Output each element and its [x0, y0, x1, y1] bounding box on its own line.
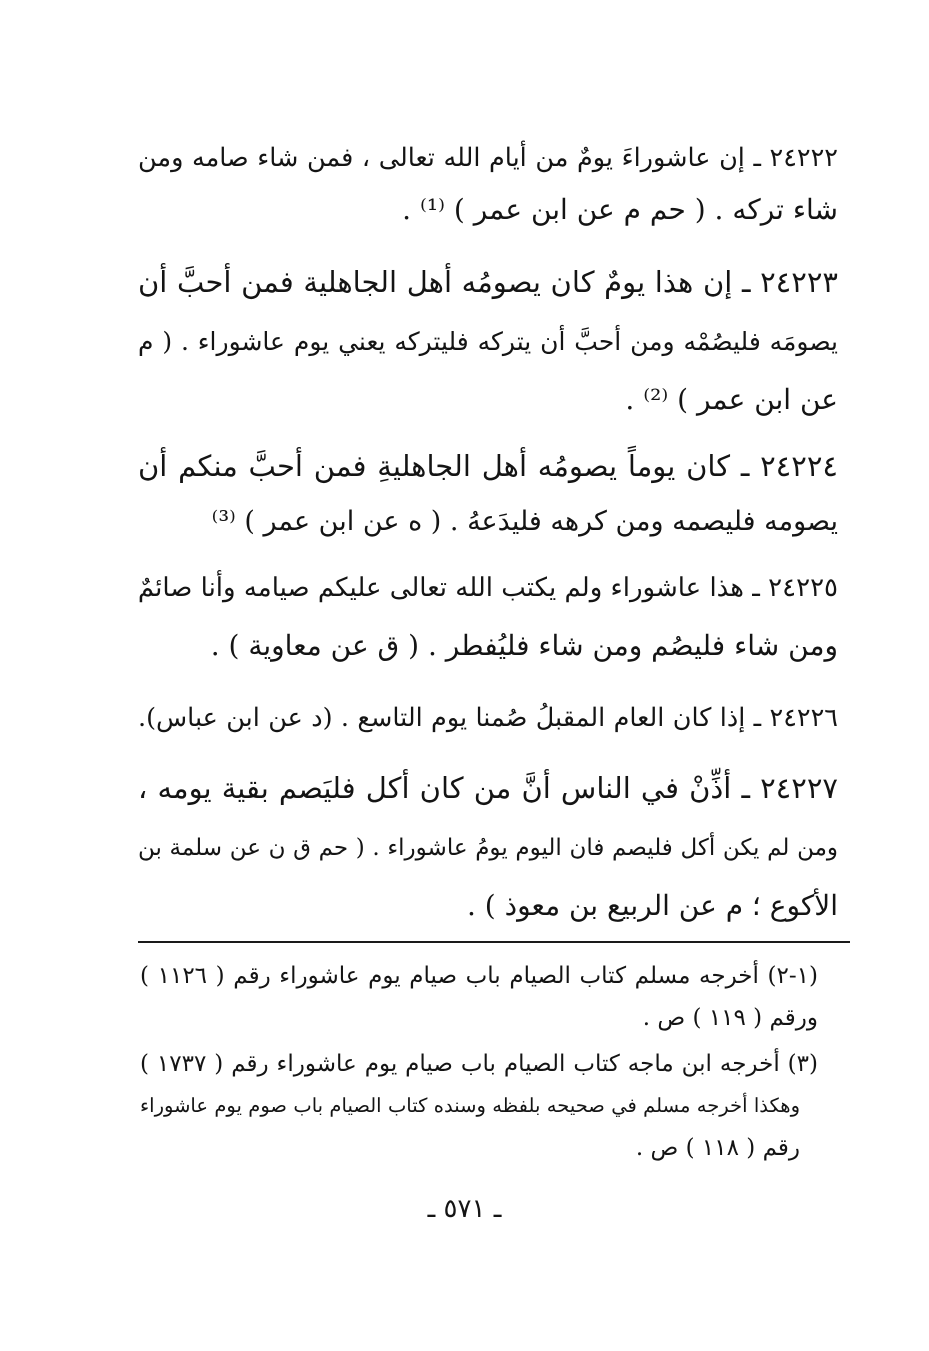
hadith-24222-line-1: ٢٤٢٢٢ ـ إن عاشوراءَ يومٌ من أيام الله تعالى ، فمن شاء صامه ومن [138, 143, 838, 173]
hadith-24224-line-1: ٢٤٢٢٤ ـ كان يوماً يصومُه أهل الجاهليةِ فمن أحبَّ منكم أن [138, 449, 838, 483]
footnote-3-line-3: رقم ( ١١٨ ) ص . [635, 1135, 800, 1161]
hadith-24227-line-1: ٢٤٢٢٧ ـ أذِّنْ في الناس أنَّ من كان أكل فليَصم بقية يومه ، [138, 771, 838, 805]
hadith-24225-line-2: ومن شاء فليصُم ومن شاء فليُفطر . ( ق عن معاوية ) . [210, 629, 838, 662]
hadith-24224-line-2: يصومه فليصمه ومن كرهه فليدَعهُ . ( ه عن ابن عمر ) ⁽³⁾ [211, 506, 838, 537]
hadith-24226-line-1: ٢٤٢٢٦ ـ إذا كان العام المقبلُ صُمنا يوم التاسع . (د عن ابن عباس). [138, 703, 838, 733]
hadith-24223-line-2: يصومَه فليصُمْه ومن أحبَّ أن يتركه فليتركه يعني يوم عاشوراء . ( م [138, 327, 838, 356]
footnote-3-line-2: وهكذا أخرجه مسلم في صحيحه بلفظه وسنده كتاب الصيام باب صوم يوم عاشوراء [140, 1094, 800, 1117]
hadith-24227-line-3: الأكوع ؛ م عن الربيع بن معوذ ) . [467, 889, 838, 922]
footnote-separator [138, 941, 850, 943]
hadith-24223-line-1: ٢٤٢٢٣ ـ إن هذا يومٌ كان يصومُه أهل الجاهلية فمن أحبَّ أن [138, 265, 838, 299]
page-number: ـ ٥٧١ ـ [427, 1194, 502, 1224]
footnote-1-2-line-2: ورقم ( ١١٩ ) ص . [642, 1005, 818, 1031]
hadith-24227-line-2: ومن لم يكن أكل فليصم فان اليوم يومُ عاشوراء . ( حم ق ن عن سلمة بن [138, 835, 838, 861]
hadith-24223-line-3: عن ابن عمر ) ⁽²⁾ . [625, 383, 838, 416]
footnote-3-line-1: (٣) أخرجه ابن ماجه كتاب الصيام باب صيام يوم عاشوراء رقم ( ١٧٣٧ ) [140, 1051, 818, 1077]
hadith-24222-line-2: شاء تركه . ( حم م عن ابن عمر ) ⁽¹⁾ . [402, 193, 838, 226]
hadith-24225-line-1: ٢٤٢٢٥ ـ هذا عاشوراء ولم يكتب الله تعالى عليكم صيامه وأنا صائمٌ [137, 573, 838, 603]
footnote-1-2-line-1: (١-٢) أخرجه مسلم كتاب الصيام باب صيام يوم عاشوراء رقم ( ١١٢٦ ) [140, 963, 818, 989]
